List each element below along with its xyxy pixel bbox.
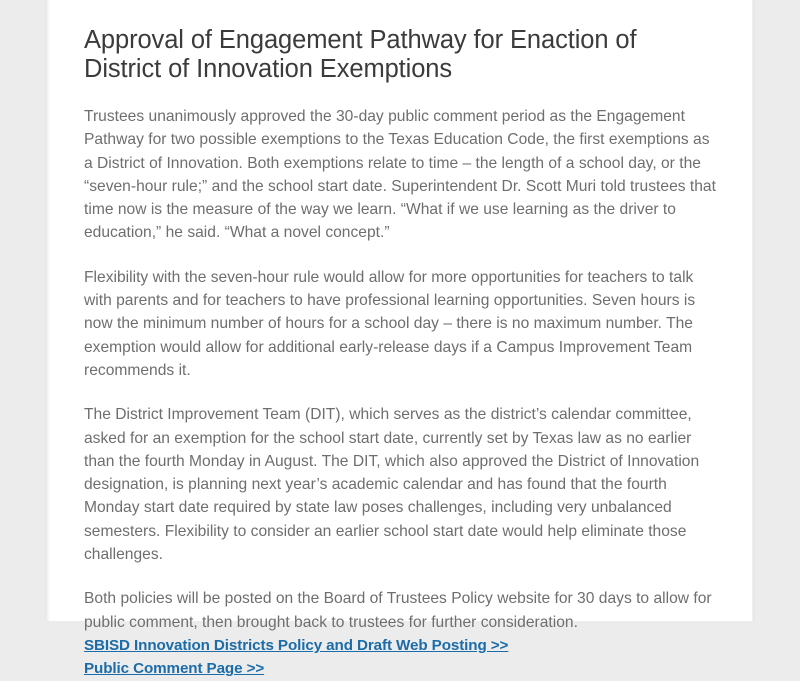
page-gutter-right (752, 0, 800, 621)
link-public-comment-page[interactable]: Public Comment Page >> (84, 660, 265, 678)
article-content (50, 0, 752, 681)
article-links (84, 634, 718, 681)
article-paragraph: Both policies will be posted on the Board of Trustees Policy website for 30 days to allow for public comment, then brought back to trustees for further consideration. (84, 590, 712, 631)
link-innovation-districts-policy[interactable]: SBISD Innovation Districts Policy and Draft Web Posting >> (84, 636, 509, 654)
article-paragraph: Flexibility with the seven-hour rule would allow for more opportunities for teachers to talk with parents and for teachers to have professional learning opportunities. Seven hours is now the minimum number of hours for a school day – there is no maximum number. The exemption would allow for additional early-release days if a Campus Improvement Team recommends it. (84, 268, 696, 379)
article-paragraph: The District Improvement Team (DIT), which serves as the district’s calendar committee, asked for an exemption for the school start date, currently set by Texas law as no earlier than the fourth Monday in August. The DIT, which also approved the District of Innovation designation, is planning next year’s academic calendar and has found that the fourth Monday start date required by state law poses challenges, including very unbalanced semesters. Flexibility to consider an earlier school start date would help eliminate those challenges. (84, 406, 700, 564)
article-container (50, 0, 752, 678)
page-title: Approval of Engagement Pathway for Enaction of District of Innovation Exemptions (84, 26, 637, 83)
article-paragraph: Trustees unanimously approved the 30-day public comment period as the Engagement Pathway for two possible exemptions to the Texas Education Code, the first exemptions as a District of Innovation. Both exemptions relate to time – the length of a school day, or the “seven-hour rule;” and the school start date. Superintendent Dr. Scott Muri told trustees that time now is the measure of the way we learn. “What if we use learning as the driver to education,” he said. “What a novel concept.” (84, 108, 716, 242)
page-gutter-left (0, 0, 49, 621)
